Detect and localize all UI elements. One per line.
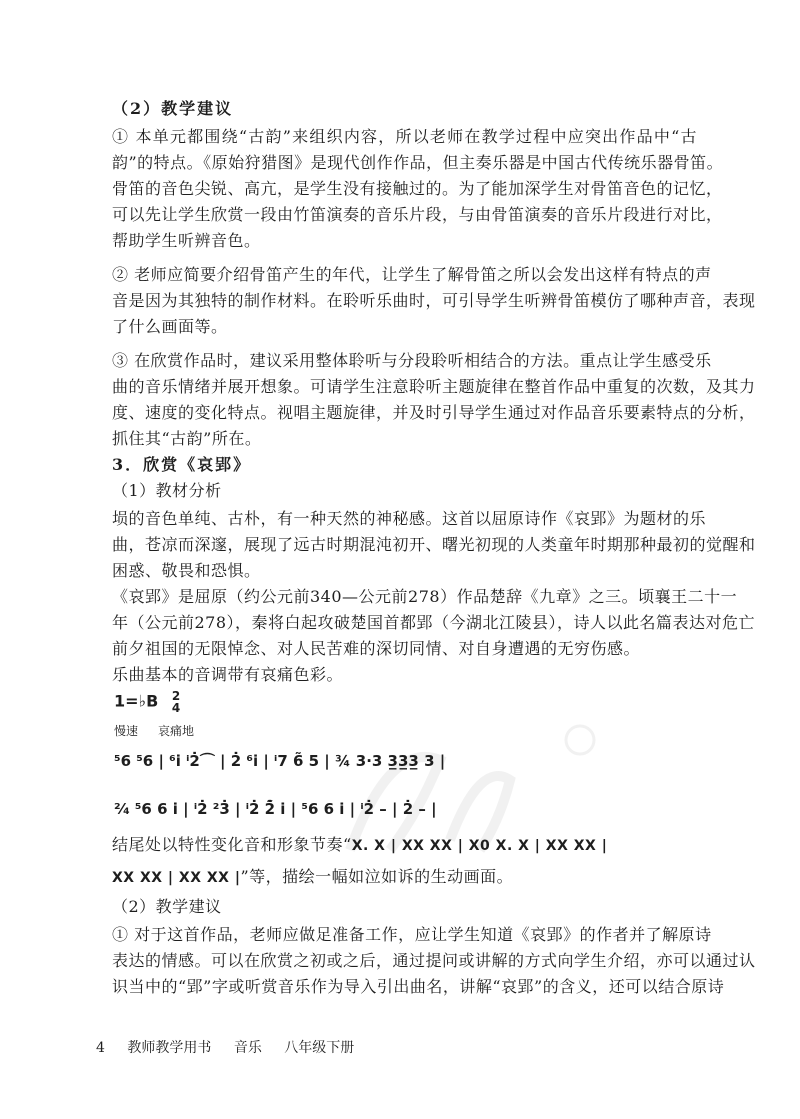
paragraph-line: 可以先让学生欣赏一段由竹笛演奏的音乐片段，与由骨笛演奏的音乐片段进行对比， xyxy=(112,205,723,224)
section-title: 3．欣赏《哀郢》 xyxy=(112,455,252,474)
paragraph-line: 抓住其“古韵”所在。 xyxy=(112,429,262,448)
grade-label: 八年级下册 xyxy=(284,1040,355,1056)
paragraph-line: 表达的情感。可以在欣赏之初或之后，通过提问或讲解的方式向学生介绍，亦可以通过认 xyxy=(112,951,756,970)
book-title: 教师教学用书 xyxy=(127,1040,212,1056)
paragraph-line: 《哀郢》是屈原（约公元前340—公元前278）作品楚辞《九章》之三。顷襄王二十一 xyxy=(112,587,738,606)
page-number: 4 xyxy=(96,1040,105,1056)
paragraph-line: ③ 在欣赏作品时，建议采用整体聆听与分段聆听相结合的方法。重点让学生感受乐 xyxy=(112,351,712,370)
tempo-marking: 慢速 哀痛地 xyxy=(114,724,195,738)
paragraph-line: 骨笛的音色尖锐、高亢，是学生没有接触过的。为了能加深学生对骨笛音色的记忆， xyxy=(112,179,723,198)
paragraph-line: 帮助学生听辨音色。 xyxy=(112,231,261,250)
paragraph-line: 困惑、敬畏和恐惧。 xyxy=(112,561,261,580)
page-footer xyxy=(96,1037,372,1057)
rhythm-description-line: 结尾处以特性变化音和形象节奏“X. X | XX XX | X0 X. X | XX XX | xyxy=(112,835,608,854)
subsection-heading: （2）教学建议 xyxy=(112,897,222,916)
paragraph-line: ① 对于这首作品，老师应做足准备工作，应让学生知道《哀郢》的作者并了解原诗 xyxy=(112,925,712,944)
subsection-heading: （1）教材分析 xyxy=(112,481,222,500)
paragraph-line: 曲，苍凉而深邃，展现了远古时期混沌初开、曙光初现的人类童年时期那种最初的觉醒和 xyxy=(112,535,756,554)
paragraph-line: 了什么画面等。 xyxy=(112,317,228,336)
paragraph-line: 音是因为其独特的制作材料。在聆听乐曲时，可引导学生听辨骨笛模仿了哪种声音，表现 xyxy=(112,291,756,310)
key-signature: 1=♭B 2 4 xyxy=(114,689,181,715)
section-heading: （2）教学建议 xyxy=(112,99,234,118)
rhythm-description-line: XX XX | XX XX |”等，描绘一幅如泣如诉的生动画面。 xyxy=(112,867,514,886)
paragraph-line: 韵”的特点。《原始狩猎图》是现代创作作品，但主奏乐器是中国古代传统乐器骨笛。 xyxy=(112,153,724,172)
paragraph-line: ② 老师应简要介绍骨笛产生的年代，让学生了解骨笛之所以会发出这样有特点的声 xyxy=(112,265,712,284)
paragraph-line: 曲的音乐情绪并展开想象。可请学生注意聆听主题旋律在整首作品中重复的次数，及其力 xyxy=(112,377,756,396)
paragraph-line: ① 本单元都围绕“古韵”来组织内容，所以老师在教学过程中应突出作品中“古 xyxy=(112,127,697,146)
score-line-2: ²⁄₄ ⁵6 6 i | ⁱ2̇ ²3̇ | ⁱ2̇ 2̃̇ i | ⁵6 6 i | ⁱ2̇ – | 2̇ – | xyxy=(114,800,437,818)
paragraph-line: 识当中的“郢”字或听赏音乐作为导入引出曲名，讲解“哀郢”的含义，还可以结合原诗 xyxy=(112,977,725,996)
score-line-1: ⁵6 ⁵6 | ⁶i ⁱ2̇⌒ | 2̇ ⁶i | ⁱ7 6̃ 5 | ¾ 3·3 3̲3̲3̲ 3 | xyxy=(114,752,446,770)
subject-label: 音乐 xyxy=(233,1040,262,1056)
paragraph-line: 乐曲基本的音调带有哀痛色彩。 xyxy=(112,665,344,684)
paragraph-line: 埙的音色单纯、古朴，有一种天然的神秘感。这首以屈原诗作《哀郢》为题材的乐 xyxy=(112,509,707,528)
paragraph-line: 前夕祖国的无限悼念、对人民苦难的深切同情、对自身遭遇的无穷伤感。 xyxy=(112,639,641,658)
paragraph-line: 度、速度的变化特点。视唱主题旋律，并及时引导学生通过对作品音乐要素特点的分析， xyxy=(112,403,756,422)
paragraph-line: 年（公元前278），秦将白起攻破楚国首都郢（今湖北江陵县），诗人以此名篇表达对危亡 xyxy=(112,613,756,632)
